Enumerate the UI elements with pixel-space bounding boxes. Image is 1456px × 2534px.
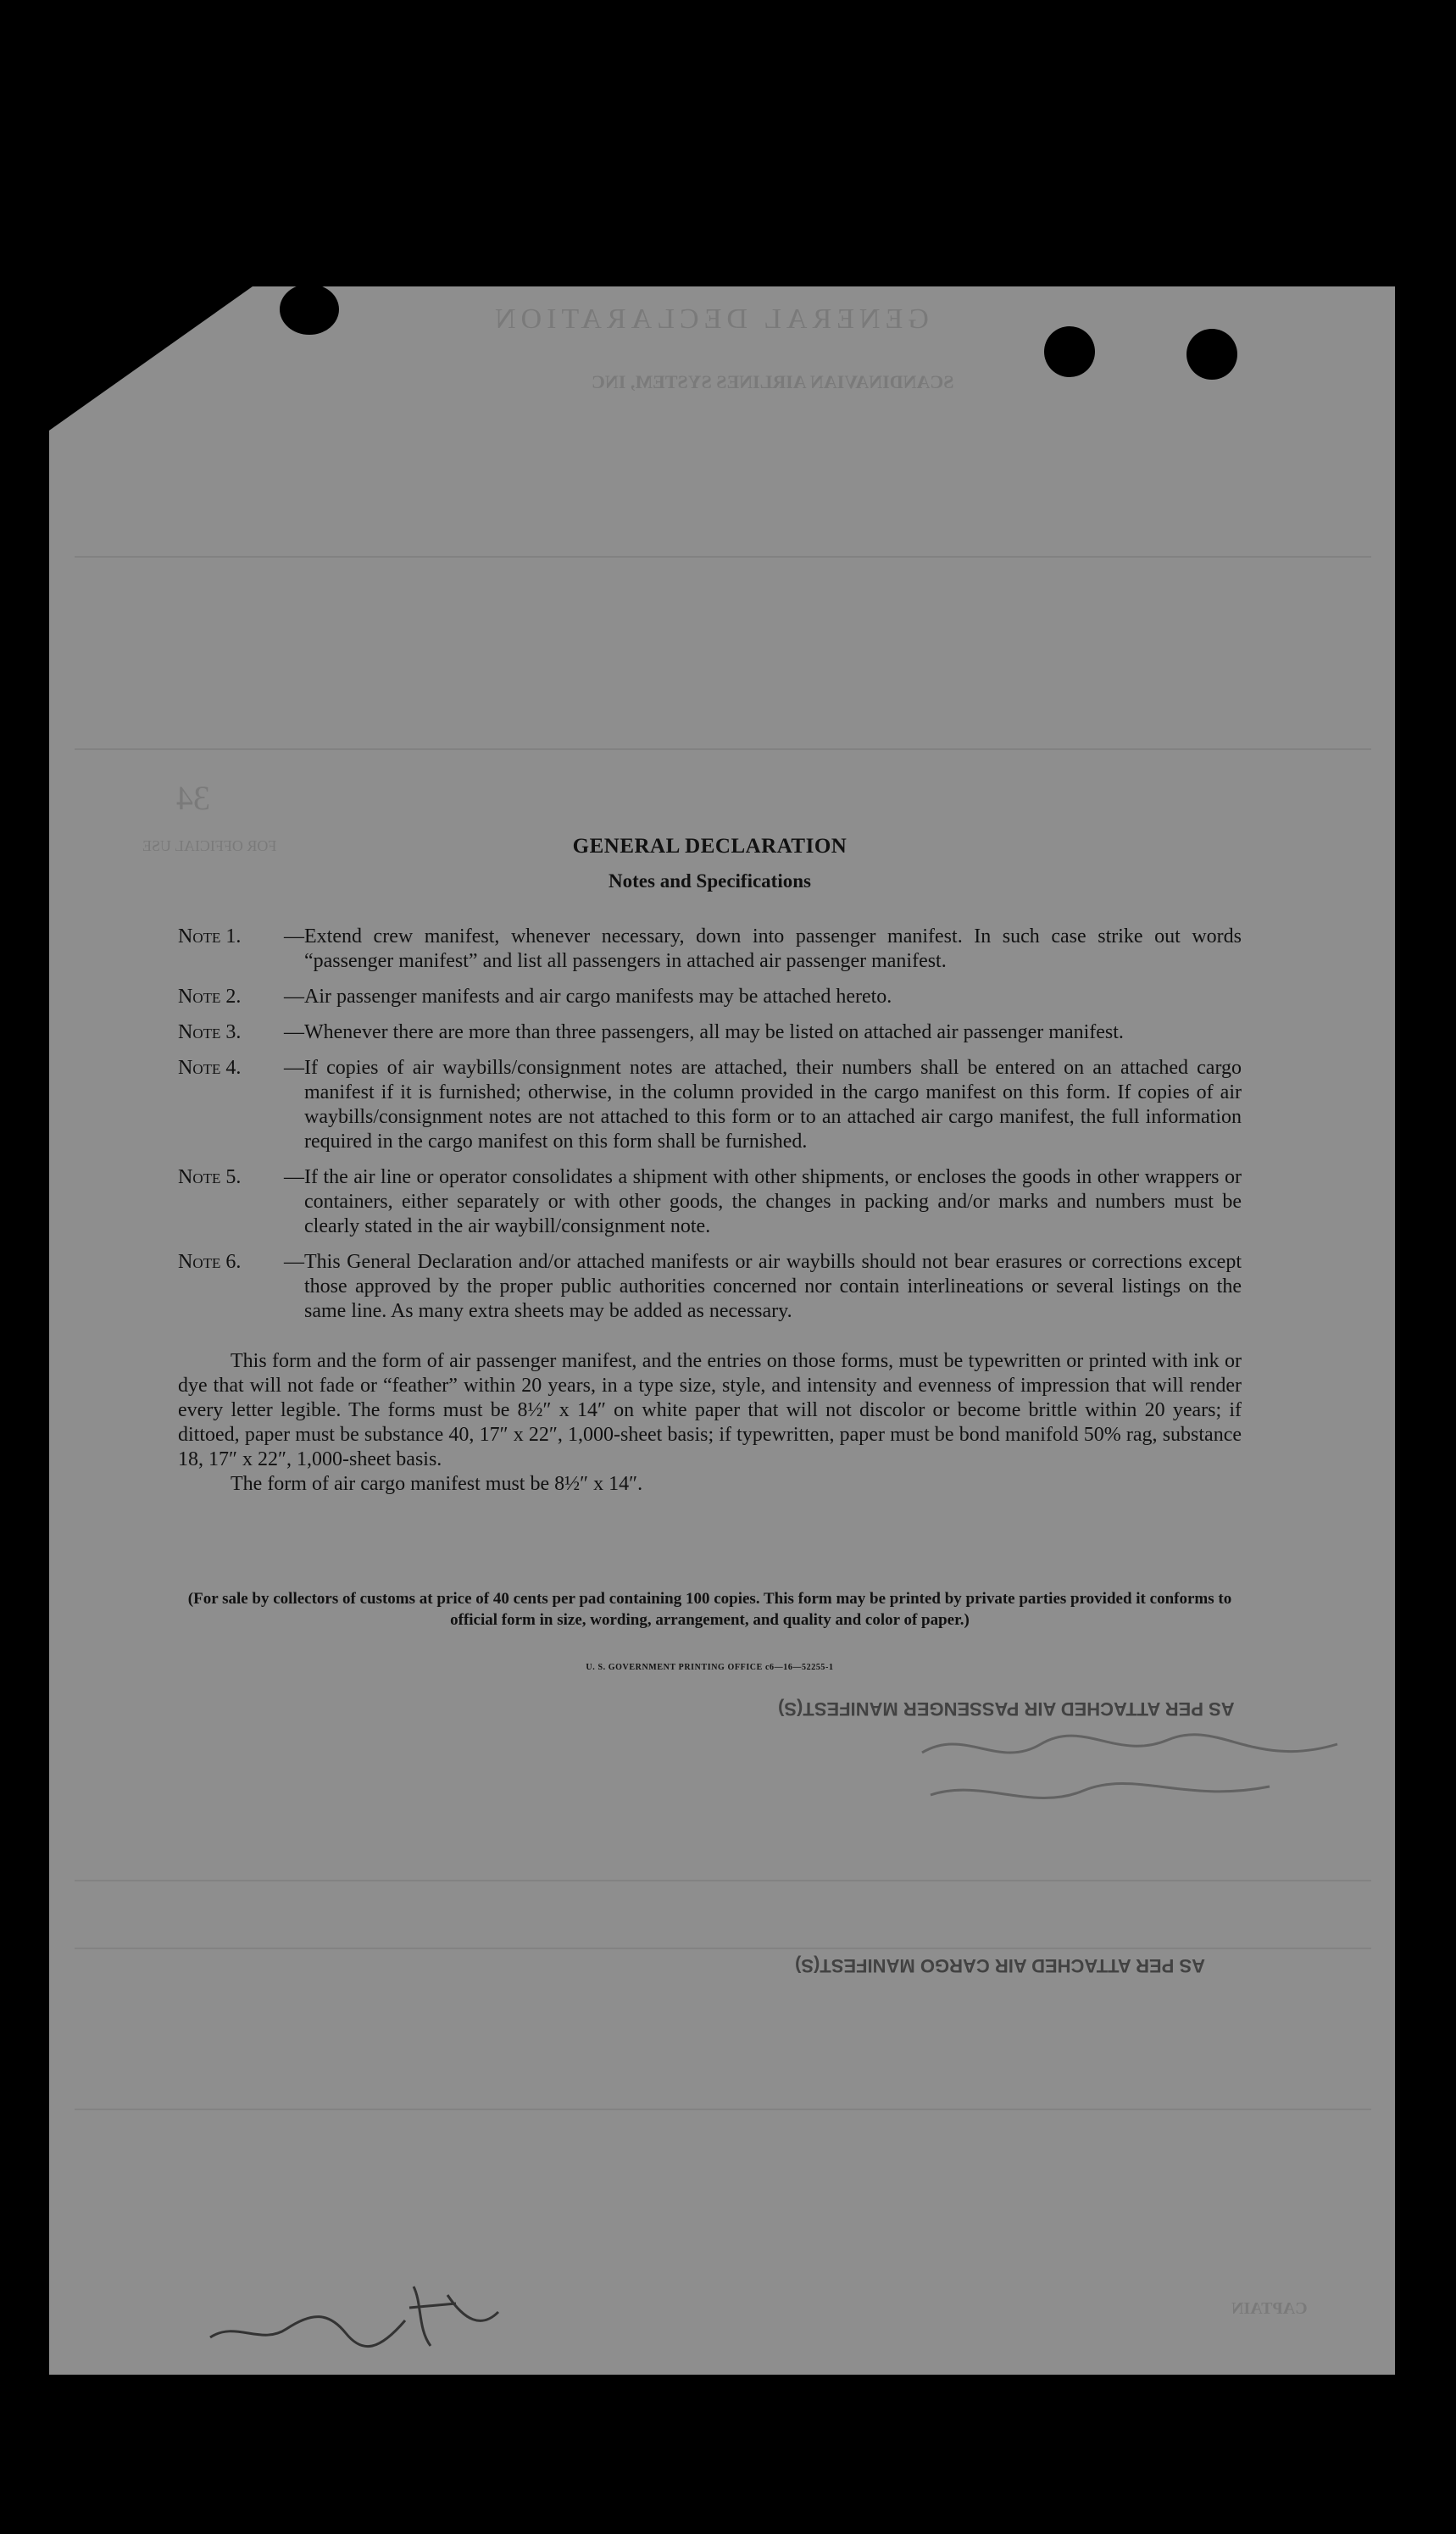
sale-notice: (For sale by collectors of customs at price of 40 cents per pad containing 100 copies. This form may be printed by private parties provided it conforms to official form in size, wording, arrangement, and quality and color of paper.) xyxy=(187,1590,1232,1629)
note-label: Note 3. xyxy=(178,1021,242,1043)
note-text: Whenever there are more than three passengers, all may be listed on attached air passenger manifest. xyxy=(304,1021,1124,1043)
ghost-page-number: 34 xyxy=(176,779,210,817)
notes-and-specifications xyxy=(178,835,1242,1672)
cargo-manifest-size: The form of air cargo manifest must be 8½″ x 14″. xyxy=(231,1473,643,1495)
note-label: Note 5. xyxy=(178,1166,242,1188)
punch-hole xyxy=(280,284,339,335)
note-item xyxy=(178,1056,1242,1154)
punch-hole xyxy=(1186,329,1237,380)
ghost-rule xyxy=(75,556,1371,558)
note-dash: — xyxy=(284,986,304,1008)
document-subtitle: Notes and Specifications xyxy=(609,870,811,892)
note-label: Note 4. xyxy=(178,1057,242,1079)
ghost-operator: SCANDINAVIAN AIRLINES SYSTEM, INC xyxy=(592,371,954,392)
ghost-rule xyxy=(75,1948,1371,1949)
ghost-rule xyxy=(75,1880,1371,1881)
cargo-manifest-stamp: AS PER ATTACHED AIR CARGO MANIFEST(S) xyxy=(795,1955,1205,1976)
ghost-rule xyxy=(75,748,1371,750)
note-text: Extend crew manifest, whenever necessary, down into passenger manifest. In such case strike out words “passenger manifest” and list all passengers in attached air passenger manifest. xyxy=(304,925,1242,972)
note-text: This General Declaration and/or attached manifests or air waybills should not bear erasures or corrections except those approved by the proper public authorities concerned nor contain interlineations or several listings on the same line. As many extra sheets may be added as necessary. xyxy=(304,1251,1242,1322)
note-dash: — xyxy=(284,1166,304,1188)
punch-hole xyxy=(1044,326,1095,377)
note-label: Note 6. xyxy=(178,1251,242,1273)
handwritten-signature xyxy=(202,2270,507,2363)
note-item xyxy=(178,1250,1242,1324)
passenger-manifest-stamp: AS PER ATTACHED AIR PASSENGER MANIFEST(S) xyxy=(778,1698,1235,1720)
ghost-rule xyxy=(75,2109,1371,2110)
printing-office-line: U. S. GOVERNMENT PRINTING OFFICE c6—16—52255-1 xyxy=(586,1663,834,1672)
ghost-official-use: FOR OFFICIAL USE xyxy=(142,837,277,854)
note-dash: — xyxy=(284,1057,304,1079)
note-dash: — xyxy=(284,925,304,947)
note-item xyxy=(178,1165,1242,1239)
note-item xyxy=(178,925,1242,974)
ghost-captain: CAPTAIN xyxy=(1231,2299,1308,2318)
note-label: Note 2. xyxy=(178,986,242,1008)
document-title: GENERAL DECLARATION xyxy=(572,835,847,858)
paper-specification-paragraph: This form and the form of air passenger manifest, and the entries on those forms, must be typewritten or printed with ink or dye that will not fade or “feather” within 20 years, in a type size, style, and intensity and evenness of impression that will render every letter legible. The forms must be 8½″ x 14″ on white paper that will not discolor or become brittle within 20 years; if dittoed, paper must be substance 40, 17″ x 22″, 1,000-sheet basis; if typewritten, paper must be bond manifold 50% rag, substance 18, 17″ x 22″, 1,000-sheet basis. xyxy=(178,1350,1242,1470)
note-item xyxy=(178,985,1242,1009)
handwritten-scrawl xyxy=(914,1719,1354,1820)
note-text: Air passenger manifests and air cargo manifests may be attached hereto. xyxy=(304,986,892,1008)
ghost-header: GENERAL DECLARATION xyxy=(490,303,929,335)
note-dash: — xyxy=(284,1021,304,1043)
note-label: Note 1. xyxy=(178,925,242,947)
note-text: If the air line or operator consolidates a shipment with other shipments, or encloses the goods in other wrappers or containers, either separately or with other goods, the changes in packing and/or marks and numbers must be clearly stated in the air waybill/consignment note. xyxy=(304,1166,1242,1237)
note-item xyxy=(178,1020,1242,1045)
note-text: If copies of air waybills/consignment notes are attached, their numbers shall be entered on an attached cargo manifest if it is furnished; otherwise, in the column provided in the cargo manifest on this form. If copies of air waybills/consignment notes are not attached to this form or to an attached air cargo manifest, the full information required in the cargo manifest on this form shall be furnished. xyxy=(304,1057,1242,1153)
torn-corner xyxy=(49,286,253,431)
note-dash: — xyxy=(284,1251,304,1273)
